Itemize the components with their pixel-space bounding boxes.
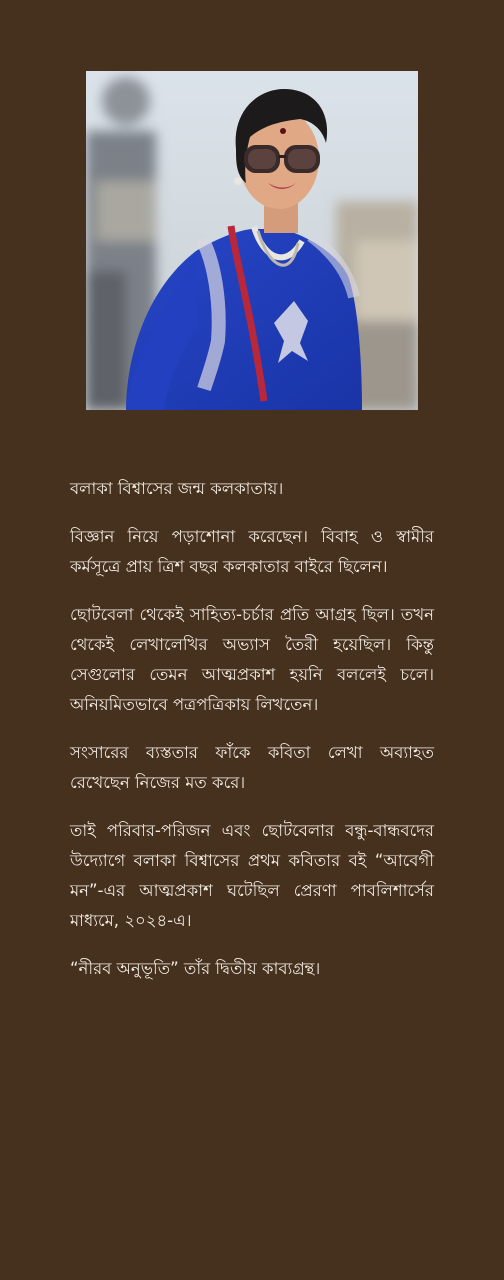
bio-paragraph-first-book: তাই পরিবার-পরিজন এবং ছোটবেলার বন্ধু-বান্ধবদের উদ্যোগে বলাকা বিশ্বাসের প্রথম কবিতার বই “আবেগী মন”-এর আত্মপ্রকাশ ঘটেছিল প্রেরণা পাবলিশার্সের মাধ্যমে, ২০২৪-এ।	[70, 821, 434, 930]
bio-paragraph-literary-interest: ছোটবেলা থেকেই সাহিত্য-চর্চার প্রতি আগ্রহ ছিল। তখন থেকেই লেখালেখির অভ্যাস তৈরী হয়েছিল। কিন্তু সেগুলোর তেমন আত্মপ্রকাশ হয়নি বললেই চলে। অনিয়মিতভাবে পত্রপত্রিকায় লিখতেন।	[70, 605, 434, 714]
author-photo	[86, 71, 418, 410]
bio-paragraph-second-book: “নীরব অনুভূতি” তাঁর দ্বিতীয় কাব্যগ্রন্থ।	[70, 959, 321, 978]
bio-paragraph-poetry-writing: সংসারের ব্যস্ততার ফাঁকে কবিতা লেখা অব্যাহত রেখেছেন নিজের মত করে।	[70, 743, 434, 792]
bio-paragraph-birth: বলাকা বিশ্বাসের জন্ম কলকাতায়।	[70, 479, 284, 498]
author-portrait-illustration	[86, 71, 418, 410]
bio-paragraph-education: বিজ্ঞান নিয়ে পড়াশোনা করেছেন। বিবাহ ও স্বামীর কর্মসূত্রে প্রায় ত্রিশ বছর কলকাতার বাইরে ছিলেন।	[70, 527, 434, 576]
author-bio	[70, 474, 434, 1002]
